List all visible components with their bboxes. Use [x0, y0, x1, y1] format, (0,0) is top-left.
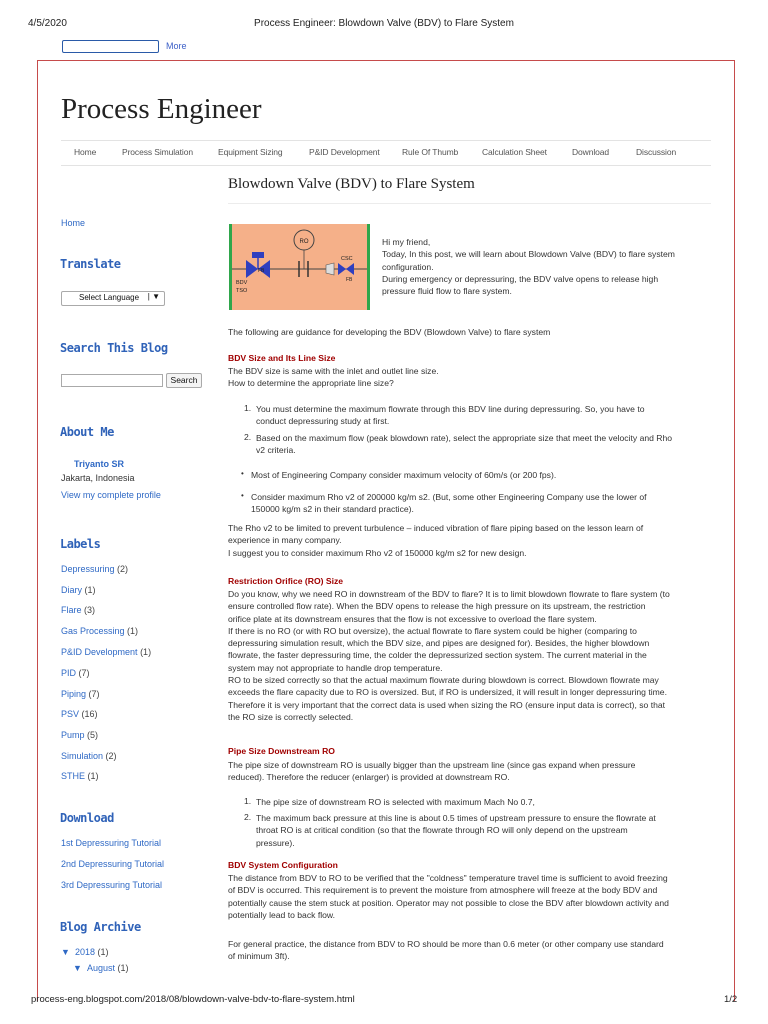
label-item[interactable]: Depressuring (2) — [61, 564, 129, 574]
list-item: The pipe size of downstream RO is selected with maximum Mach No 0.7, — [256, 797, 535, 807]
page-number: 1/2 — [724, 994, 738, 1005]
paragraph: For general practice, the distance from BDV to RO should be more than 0.6 meter (or other company use standard of minimum 3ft). — [228, 939, 664, 962]
label-item[interactable]: Piping (7) — [61, 689, 100, 699]
csc-label: CSC — [341, 256, 353, 262]
download-link[interactable]: 2nd Depressuring Tutorial — [61, 859, 165, 869]
paragraph: The pipe size of downstream RO is usually bigger than the upstream line (since gas expand when pressure reduced). Therefore the reducer (enlarger) is provided at downstream RO. — [228, 760, 636, 783]
label-item[interactable]: P&ID Development (1) — [61, 647, 152, 657]
bullet-icon: • — [241, 491, 244, 500]
list-item: Most of Engineering Company consider maximum velocity of 60m/s (or 200 fps). — [251, 470, 557, 480]
paragraph: Do you know, why we need RO in downstream of the BDV to flare? It is to limit blowdown flowrate to flare system (to ensure controlled flow rate). When the BDV opens to release the high pressure on its upstream, the restriction orifice plate at its downstream ensures that the flow is not excessive to overload the flare system. If there is no RO (or with RO but oversize), the actual flowrate to flare system could be higher (comparing to depressuring simulation result, which the BDV size, and pipes are designed for). Besides, the higher blowdown flowrate, the faster depressuring time, the colder the depressurized section system. The current material in the system may not appropriate to handle drop temperature. RO to be sized correctly so that the actual maximum flowrate during blowdown is correct. Blowdown flowrate may exceeds the flare capacity due to RO is oversized. But, if RO is undersized, it will result in longer depressuring time. Therefore it is very important that the correct data is used when sizing the RO (ensure input data is correct), so that the RO size is correctly selected. — [228, 589, 670, 722]
guidance-text: The following are guidance for developing the BDV (Blowdown Valve) to flare system — [228, 327, 551, 337]
more-link[interactable]: More — [166, 41, 187, 51]
section-heading: Restriction Orifice (RO) Size — [228, 576, 344, 586]
search-input[interactable] — [61, 374, 163, 387]
section-heading: Pipe Size Downstream RO — [228, 746, 335, 756]
print-date: 4/5/2020 — [28, 18, 67, 29]
nav-calculation-sheet[interactable]: Calculation Sheet — [482, 147, 547, 157]
download-link[interactable]: 1st Depressuring Tutorial — [61, 838, 162, 848]
archive-heading: Blog Archive — [60, 920, 141, 934]
profile-link[interactable]: View my complete profile — [61, 490, 161, 500]
ro-label: RO — [299, 239, 309, 245]
site-title[interactable]: Process Engineer — [61, 93, 262, 125]
author-link[interactable]: Triyanto SR — [74, 459, 125, 469]
bullet-icon: • — [241, 469, 244, 478]
label-item[interactable]: Simulation (2) — [61, 751, 117, 761]
label-item[interactable]: PID (7) — [61, 668, 90, 678]
download-link[interactable]: 3rd Depressuring Tutorial — [61, 880, 163, 890]
main-nav — [61, 140, 711, 166]
bdv-label: BDV — [236, 280, 248, 286]
labels-heading: Labels — [60, 537, 101, 551]
archive-month[interactable]: ▼ August (1) — [73, 963, 129, 973]
label-item[interactable]: Gas Processing (1) — [61, 626, 139, 636]
nav-rule-of-thumb[interactable]: Rule Of Thumb — [402, 147, 459, 157]
list-item: You must determine the maximum flowrate through this BDV line during depressuring. So, you have to conduct depressuring study at first. — [256, 404, 645, 427]
navbar-search-box[interactable] — [62, 40, 159, 53]
print-title: Process Engineer: Blowdown Valve (BDV) to Flare System — [254, 18, 514, 29]
list-item: Consider maximum Rho v2 of 200000 kg/m s2. (But, some other Engineering Company use the lower of 150000 kg/m s2 in their standard practice). — [251, 492, 647, 515]
label-item[interactable]: Pump (5) — [61, 730, 99, 740]
select-language-label: Select Language — [79, 293, 140, 302]
nav-process-simulation[interactable]: Process Simulation — [122, 147, 193, 157]
label-item[interactable]: STHE (1) — [61, 771, 99, 781]
section-heading: BDV Size and Its Line Size — [228, 353, 336, 363]
section-heading: BDV System Configuration — [228, 860, 338, 870]
paragraph: The distance from BDV to RO to be verified that the "coldness" temperature travel time is sufficient to avoid freezing of BDV is occurred. This requirement is to prevent the moisture from atmosphere will freeze at the body BDV and potentially cause the stem stuck at position. Operator may not possible to close the BDV after blowdown activity and potentially lead to back flow. — [228, 873, 669, 920]
print-header — [0, 18, 768, 32]
paragraph: The Rho v2 to be limited to prevent turbulence – induced vibration of flare piping based on the lesson learn of experience in many company. I suggest you to consider maximum Rho v2 of 150000 kg/m s2 for new design. — [228, 523, 644, 558]
tso-label: TSO — [236, 288, 248, 294]
nav-download[interactable]: Download — [572, 147, 610, 157]
bdv-diagram-image — [229, 224, 370, 310]
nav-home[interactable]: Home — [74, 147, 97, 157]
about-heading: About Me — [60, 425, 114, 439]
print-url: process-eng.blogspot.com/2018/08/blowdown-valve-bdv-to-flare-system.html — [31, 994, 355, 1005]
label-item[interactable]: Diary (1) — [61, 585, 96, 595]
collapse-arrow-icon: ▼ — [61, 947, 70, 957]
nav-discussion[interactable]: Discussion — [636, 147, 677, 157]
nav-equipment-sizing[interactable]: Equipment Sizing — [218, 147, 283, 157]
fb-label: FB — [258, 268, 265, 274]
collapse-arrow-icon: ▼ — [73, 963, 82, 973]
paragraph: The BDV size is same with the inlet and outlet line size. How to determine the appropriate line size? — [228, 366, 439, 389]
label-item[interactable]: PSV (16) — [61, 709, 98, 719]
download-heading: Download — [60, 811, 114, 825]
fb-label: FB — [346, 277, 353, 283]
sidebar-home-link[interactable]: Home — [61, 218, 86, 228]
search-heading: Search This Blog — [60, 341, 168, 355]
post-title: Blowdown Valve (BDV) to Flare System — [228, 176, 475, 192]
intro-text: Hi my friend, Today, In this post, we will learn about Blowdown Valve (BDV) to flare system configuration. During emergency or depressuring, the BDV valve opens to release high pressure fluid flow to flare system. — [382, 237, 675, 297]
language-select[interactable] — [61, 291, 165, 306]
list-item: The maximum back pressure at this line is about 0.5 times of upstream pressure to ensure the flowrate at throat RO is at critical condition (so that the flowrate through RO will only depend on the upstream pressure). — [256, 813, 656, 848]
archive-year[interactable]: ▼ 2018 (1) — [61, 947, 109, 957]
list-item: Based on the maximum flow (peak blowdown rate), select the appropriate size that meet the velocity and Rho v2 criteria. — [256, 433, 673, 456]
dropdown-arrow-icon: | ▼ — [147, 292, 160, 301]
author-location: Jakarta, Indonesia — [61, 473, 135, 483]
search-button[interactable]: Search — [166, 373, 202, 388]
divider — [228, 203, 711, 204]
label-item[interactable]: Flare (3) — [61, 605, 96, 615]
nav-pid-development[interactable]: P&ID Development — [309, 147, 380, 157]
translate-heading: Translate — [60, 257, 121, 271]
